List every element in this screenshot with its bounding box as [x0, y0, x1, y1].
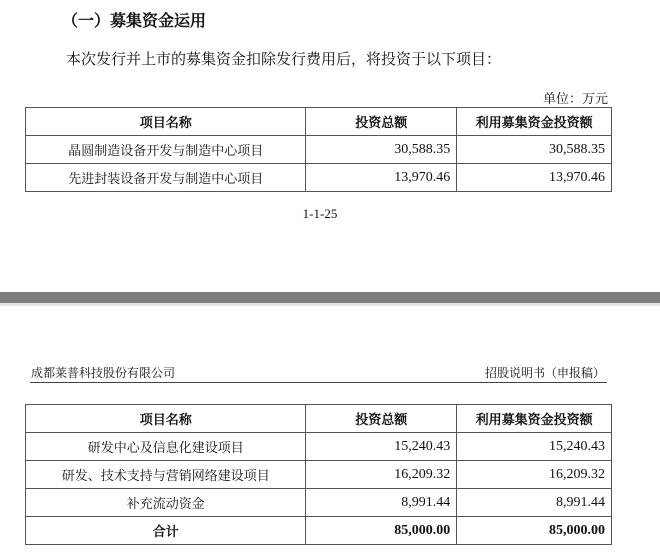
col-header-total: 投资总额	[306, 108, 457, 136]
header-company-name: 成都莱普科技股份有限公司	[31, 366, 176, 380]
total-label: 合计	[26, 517, 306, 545]
fund-usage-table-part1	[25, 107, 612, 192]
raised-investment: 13,970.46	[457, 164, 612, 192]
table-row	[26, 136, 612, 164]
col-header-raised: 利用募集资金投资额	[457, 108, 612, 136]
total-investment: 15,240.43	[306, 433, 457, 461]
project-name: 晶圆制造设备开发与制造中心项目	[26, 136, 306, 164]
section-heading: （一）募集资金运用	[62, 11, 207, 30]
table-row	[26, 461, 612, 489]
table-header-row	[26, 405, 612, 433]
total-investment: 8,991.44	[306, 489, 457, 517]
raised-investment: 16,209.32	[457, 461, 612, 489]
header-doc-type: 招股说明书（申报稿）	[484, 366, 605, 380]
fund-usage-table-part2	[25, 404, 612, 545]
total-investment: 30,588.35	[306, 136, 457, 164]
table-row	[26, 433, 612, 461]
total-investment: 16,209.32	[306, 461, 457, 489]
page-number: 1-1-25	[302, 206, 338, 221]
total-investment-sum: 85,000.00	[306, 517, 457, 545]
table-header-row	[26, 108, 612, 136]
table-row	[26, 489, 612, 517]
unit-label: 单位：万元	[542, 92, 608, 107]
project-name: 研发、技术支持与营销网络建设项目	[26, 461, 306, 489]
total-investment: 13,970.46	[306, 164, 457, 192]
raised-investment: 8,991.44	[457, 489, 612, 517]
col-header-total: 投资总额	[306, 405, 457, 433]
raised-investment-sum: 85,000.00	[457, 517, 612, 545]
header-rule	[30, 382, 607, 383]
project-name: 先进封装设备开发与制造中心项目	[26, 164, 306, 192]
page-break-divider	[0, 292, 660, 303]
raised-investment: 30,588.35	[457, 136, 612, 164]
project-name: 研发中心及信息化建设项目	[26, 433, 306, 461]
col-header-name: 项目名称	[26, 108, 306, 136]
total-row	[26, 517, 612, 545]
col-header-raised: 利用募集资金投资额	[457, 405, 612, 433]
page-break-shadow	[0, 303, 660, 306]
raised-investment: 15,240.43	[457, 433, 612, 461]
table-row	[26, 164, 612, 192]
col-header-name: 项目名称	[26, 405, 306, 433]
project-name: 补充流动资金	[26, 489, 306, 517]
intro-paragraph: 本次发行并上市的募集资金扣除发行费用后，将投资于以下项目：	[66, 50, 502, 68]
